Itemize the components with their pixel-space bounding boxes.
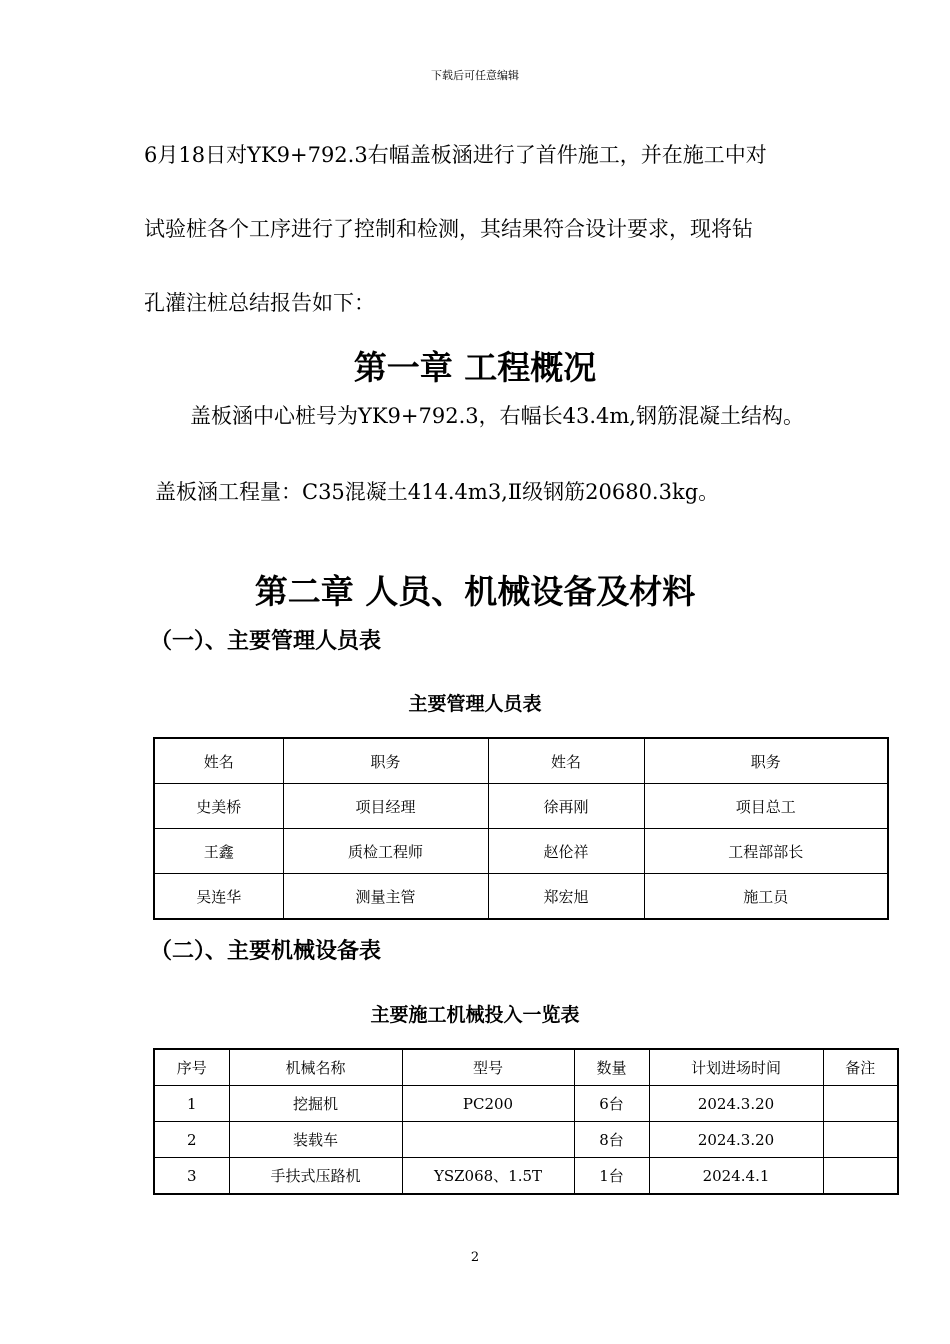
table-cell: 6台 — [574, 1086, 649, 1122]
header-cell: 姓名 — [488, 738, 644, 784]
table-cell: 测量主管 — [283, 874, 488, 920]
table-row — [154, 1122, 898, 1158]
header-cell: 计划进场时间 — [649, 1049, 823, 1086]
table-1-caption: 主要管理人员表 — [408, 693, 542, 715]
table-cell: 施工员 — [644, 874, 888, 920]
machinery-table — [153, 1048, 899, 1195]
table-cell: 吴连华 — [154, 874, 283, 920]
table-cell: 徐再刚 — [488, 784, 644, 829]
table-cell: 8台 — [574, 1122, 649, 1158]
table-cell: 项目经理 — [283, 784, 488, 829]
page-header: 下载后可任意编辑 — [431, 69, 519, 82]
table-cell: 2024.4.1 — [649, 1158, 823, 1195]
header-cell: 职务 — [283, 738, 488, 784]
header-cell: 数量 — [574, 1049, 649, 1086]
table-cell: 项目总工 — [644, 784, 888, 829]
chapter-2-title: 第二章 人员、机械设备及材料 — [254, 572, 696, 611]
intro-line-1: 6月18日对YK9+792.3右幅盖板涵进行了首件施工，并在施工中对 — [144, 143, 767, 167]
header-cell: 姓名 — [154, 738, 283, 784]
intro-line-2: 试验桩各个工序进行了控制和检测，其结果符合设计要求，现将钻 — [144, 217, 753, 241]
table-cell: 1台 — [574, 1158, 649, 1195]
header-cell: 职务 — [644, 738, 888, 784]
table-row — [154, 1158, 898, 1195]
table-cell: 赵伦祥 — [488, 829, 644, 874]
chapter-1-paragraph-2: 盖板涵工程量：C35混凝土414.4m3,Ⅱ级钢筋20680.3kg。 — [155, 480, 720, 504]
intro-line-3: 孔灌注桩总结报告如下： — [144, 291, 375, 315]
table-cell — [823, 1086, 898, 1122]
table-cell — [823, 1122, 898, 1158]
table-cell: 工程部部长 — [644, 829, 888, 874]
table-cell: 2 — [154, 1122, 229, 1158]
header-cell: 机械名称 — [229, 1049, 402, 1086]
section-1-heading: （一）、主要管理人员表 — [150, 628, 382, 654]
header-cell: 备注 — [823, 1049, 898, 1086]
chapter-1-title: 第一章 工程概况 — [353, 348, 597, 387]
table-cell: 挖掘机 — [229, 1086, 402, 1122]
table-cell: 3 — [154, 1158, 229, 1195]
table-cell: 史美桥 — [154, 784, 283, 829]
table-row — [154, 874, 888, 920]
header-cell: 型号 — [402, 1049, 574, 1086]
table-cell: 郑宏旭 — [488, 874, 644, 920]
table-cell: 王鑫 — [154, 829, 283, 874]
header-cell: 序号 — [154, 1049, 229, 1086]
section-2-heading: （二）、主要机械设备表 — [150, 938, 382, 964]
table-cell: 质检工程师 — [283, 829, 488, 874]
table-header-row — [154, 738, 888, 784]
table-cell: YSZ068、1.5T — [402, 1158, 574, 1195]
table-cell: 1 — [154, 1086, 229, 1122]
table-row — [154, 1086, 898, 1122]
chapter-1-paragraph-1: 盖板涵中心桩号为YK9+792.3，右幅长43.4m,钢筋混凝土结构。 — [190, 404, 804, 428]
page-number: 2 — [470, 1250, 480, 1265]
table-header-row — [154, 1049, 898, 1086]
table-cell: PC200 — [402, 1086, 574, 1122]
table-row — [154, 829, 888, 874]
table-cell — [402, 1122, 574, 1158]
table-cell: 2024.3.20 — [649, 1086, 823, 1122]
management-staff-table — [153, 737, 889, 920]
table-row — [154, 784, 888, 829]
table-cell: 2024.3.20 — [649, 1122, 823, 1158]
table-cell: 装载车 — [229, 1122, 402, 1158]
table-2-caption: 主要施工机械投入一览表 — [370, 1004, 580, 1026]
table-cell: 手扶式压路机 — [229, 1158, 402, 1195]
table-cell — [823, 1158, 898, 1195]
